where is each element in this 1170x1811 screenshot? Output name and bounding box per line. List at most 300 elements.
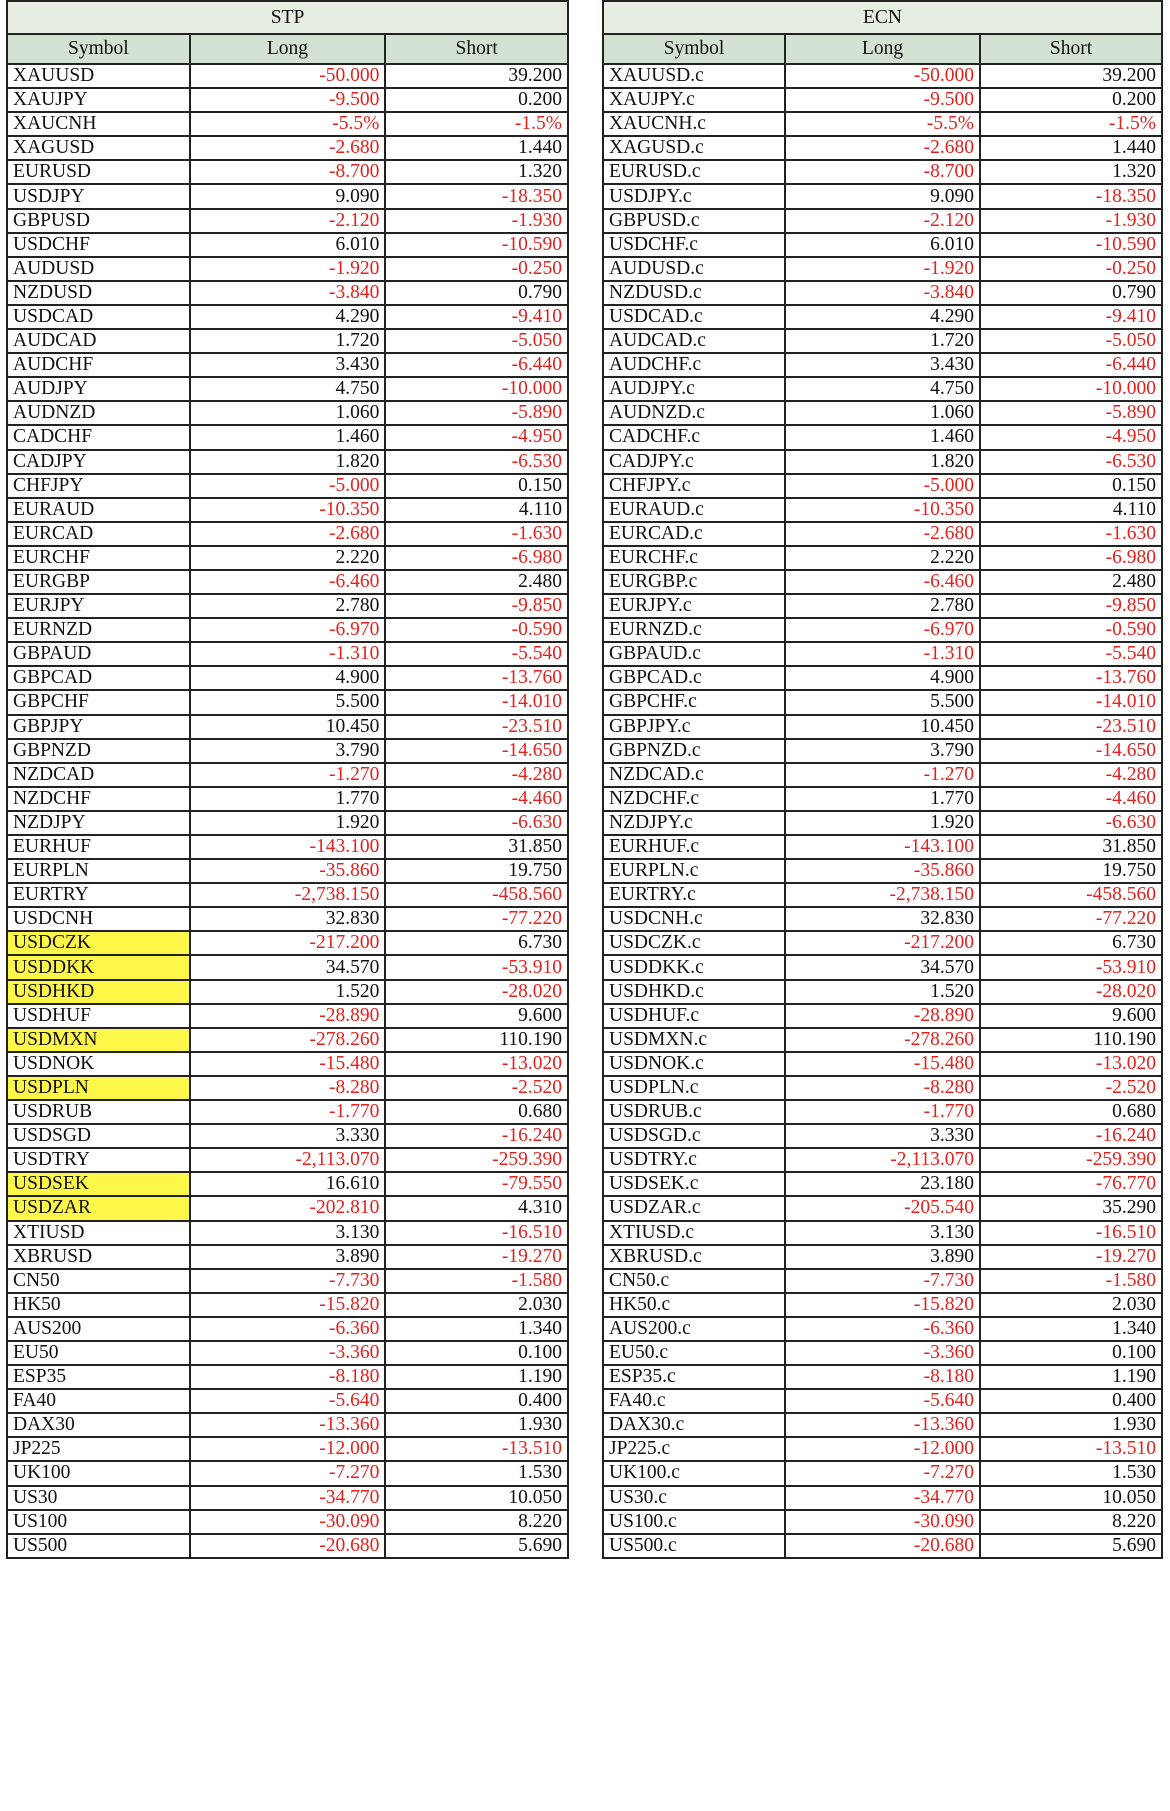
ecn-symbol-cell: HK50.c (603, 1293, 785, 1317)
stp-long-cell: -9.500 (190, 88, 386, 112)
ecn-symbol-cell: CADJPY.c (603, 450, 785, 474)
ecn-short-cell: 5.690 (980, 1534, 1162, 1558)
ecn-table-row (603, 715, 1162, 739)
stp-short-cell: -1.580 (385, 1269, 568, 1293)
ecn-symbol-cell: EURCHF.c (603, 546, 785, 570)
stp-table-row (7, 1269, 568, 1293)
stp-table-row (7, 112, 568, 136)
ecn-symbol-cell: USDHKD.c (603, 980, 785, 1004)
stp-symbol-cell: EURCHF (7, 546, 190, 570)
ecn-symbol-cell: EURUSD.c (603, 160, 785, 184)
ecn-symbol-cell: US30.c (603, 1486, 785, 1510)
stp-table-row (7, 763, 568, 787)
stp-table-row (7, 281, 568, 305)
ecn-symbol-cell: USDSGD.c (603, 1124, 785, 1148)
stp-symbol-cell: CADCHF (7, 425, 190, 449)
ecn-symbol-cell: XBRUSD.c (603, 1245, 785, 1269)
stp-long-cell: 1.520 (190, 980, 386, 1004)
stp-symbol-cell: GBPUSD (7, 209, 190, 233)
ecn-short-cell: 4.110 (980, 498, 1162, 522)
stp-symbol-cell: USDRUB (7, 1100, 190, 1124)
stp-long-cell: -1.310 (190, 642, 386, 666)
ecn-long-cell: -15.480 (785, 1052, 980, 1076)
stp-long-cell: 16.610 (190, 1172, 386, 1196)
ecn-symbol-cell: EURCAD.c (603, 522, 785, 546)
ecn-short-cell: -23.510 (980, 715, 1162, 739)
ecn-symbol-cell: EURPLN.c (603, 859, 785, 883)
ecn-table-row (603, 257, 1162, 281)
stp-long-cell: -5.640 (190, 1389, 386, 1413)
stp-table-row (7, 522, 568, 546)
ecn-table-row (603, 1221, 1162, 1245)
ecn-symbol-cell: FA40.c (603, 1389, 785, 1413)
stp-table-row (7, 980, 568, 1004)
stp-symbol-cell: XAUCNH (7, 112, 190, 136)
stp-symbol-cell: AUS200 (7, 1317, 190, 1341)
stp-long-cell: -5.5% (190, 112, 386, 136)
ecn-symbol-cell: NZDJPY.c (603, 811, 785, 835)
ecn-short-cell: 39.200 (980, 64, 1162, 88)
ecn-short-cell: 0.790 (980, 281, 1162, 305)
ecn-table-row (603, 401, 1162, 425)
stp-col-short: Short (385, 34, 568, 64)
stp-long-cell: -278.260 (190, 1028, 386, 1052)
stp-symbol-cell: GBPNZD (7, 739, 190, 763)
ecn-long-cell: -1.770 (785, 1100, 980, 1124)
ecn-short-cell: -9.410 (980, 305, 1162, 329)
ecn-long-cell: -3.360 (785, 1341, 980, 1365)
ecn-symbol-cell: CN50.c (603, 1269, 785, 1293)
stp-table-row (7, 136, 568, 160)
stp-long-cell: -1.920 (190, 257, 386, 281)
ecn-table-row (603, 1365, 1162, 1389)
stp-title: STP (7, 1, 568, 34)
ecn-short-cell: -5.050 (980, 329, 1162, 353)
ecn-table-row (603, 1486, 1162, 1510)
ecn-symbol-cell: GBPJPY.c (603, 715, 785, 739)
ecn-table-row (603, 522, 1162, 546)
ecn-short-cell: 0.200 (980, 88, 1162, 112)
ecn-long-cell: -8.280 (785, 1076, 980, 1100)
ecn-table-row (603, 690, 1162, 714)
ecn-table-row (603, 1148, 1162, 1172)
stp-table-row (7, 498, 568, 522)
ecn-table-row (603, 329, 1162, 353)
stp-short-cell: -259.390 (385, 1148, 568, 1172)
stp-table-row (7, 739, 568, 763)
ecn-long-cell: 5.500 (785, 690, 980, 714)
stp-long-cell: -2,738.150 (190, 883, 386, 907)
ecn-symbol-cell: AUDNZD.c (603, 401, 785, 425)
stp-table-row (7, 1534, 568, 1558)
stp-symbol-cell: AUDUSD (7, 257, 190, 281)
ecn-long-cell: -217.200 (785, 931, 980, 955)
stp-symbol-cell: AUDCAD (7, 329, 190, 353)
ecn-short-cell: 31.850 (980, 835, 1162, 859)
stp-table-row (7, 1293, 568, 1317)
ecn-symbol-cell: JP225.c (603, 1437, 785, 1461)
ecn-long-cell: 4.290 (785, 305, 980, 329)
stp-symbol-cell: USDCHF (7, 233, 190, 257)
stp-symbol-cell: CN50 (7, 1269, 190, 1293)
ecn-symbol-cell: EURHUF.c (603, 835, 785, 859)
stp-symbol-cell: DAX30 (7, 1413, 190, 1437)
stp-short-cell: -13.760 (385, 666, 568, 690)
ecn-symbol-cell: EU50.c (603, 1341, 785, 1365)
ecn-symbol-cell: US500.c (603, 1534, 785, 1558)
stp-table-row (7, 401, 568, 425)
stp-table-row (7, 955, 568, 979)
stp-short-cell: 1.340 (385, 1317, 568, 1341)
ecn-long-cell: 34.570 (785, 955, 980, 979)
stp-short-cell: -4.460 (385, 787, 568, 811)
ecn-table-row (603, 1293, 1162, 1317)
stp-symbol-cell: ESP35 (7, 1365, 190, 1389)
stp-short-cell: 0.400 (385, 1389, 568, 1413)
stp-table-row (7, 160, 568, 184)
stp-symbol-cell: NZDCHF (7, 787, 190, 811)
ecn-table-row (603, 666, 1162, 690)
ecn-symbol-cell: XAGUSD.c (603, 136, 785, 160)
stp-table-body (7, 64, 568, 1558)
ecn-title: ECN (603, 1, 1162, 34)
ecn-short-cell: -16.240 (980, 1124, 1162, 1148)
ecn-table-row (603, 907, 1162, 931)
stp-long-cell: -20.680 (190, 1534, 386, 1558)
stp-table-row (7, 377, 568, 401)
ecn-panel (602, 0, 1163, 1811)
stp-table-row (7, 329, 568, 353)
ecn-long-cell: -1.270 (785, 763, 980, 787)
stp-symbol-cell: GBPCHF (7, 690, 190, 714)
stp-symbol-cell: XAUUSD (7, 64, 190, 88)
ecn-long-cell: -143.100 (785, 835, 980, 859)
ecn-long-cell: 1.520 (785, 980, 980, 1004)
stp-short-cell: 110.190 (385, 1028, 568, 1052)
ecn-long-cell: -7.270 (785, 1461, 980, 1485)
stp-short-cell: 2.030 (385, 1293, 568, 1317)
ecn-long-cell: -35.860 (785, 859, 980, 883)
stp-table-row (7, 233, 568, 257)
ecn-table-row (603, 1317, 1162, 1341)
ecn-short-cell: -1.5% (980, 112, 1162, 136)
ecn-long-cell: -5.640 (785, 1389, 980, 1413)
stp-symbol-cell: USDSGD (7, 1124, 190, 1148)
stp-table-row (7, 1413, 568, 1437)
stp-symbol-cell: GBPCAD (7, 666, 190, 690)
stp-symbol-cell: EURJPY (7, 594, 190, 618)
ecn-long-cell: 9.090 (785, 184, 980, 208)
stp-short-cell: 19.750 (385, 859, 568, 883)
stp-long-cell: 2.780 (190, 594, 386, 618)
ecn-long-cell: -2,113.070 (785, 1148, 980, 1172)
ecn-long-cell: 3.430 (785, 353, 980, 377)
stp-table-row (7, 1389, 568, 1413)
stp-long-cell: 1.460 (190, 425, 386, 449)
stp-short-cell: -53.910 (385, 955, 568, 979)
stp-short-cell: 10.050 (385, 1486, 568, 1510)
stp-short-cell: 0.680 (385, 1100, 568, 1124)
ecn-long-cell: -6.460 (785, 570, 980, 594)
ecn-symbol-cell: ESP35.c (603, 1365, 785, 1389)
ecn-short-cell: -0.590 (980, 618, 1162, 642)
ecn-long-cell: 4.900 (785, 666, 980, 690)
stp-long-cell: 10.450 (190, 715, 386, 739)
ecn-symbol-cell: CADCHF.c (603, 425, 785, 449)
stp-long-cell: 34.570 (190, 955, 386, 979)
stp-symbol-cell: EURTRY (7, 883, 190, 907)
stp-long-cell: 9.090 (190, 184, 386, 208)
stp-col-symbol: Symbol (7, 34, 190, 64)
stp-long-cell: -34.770 (190, 1486, 386, 1510)
ecn-long-cell: 1.060 (785, 401, 980, 425)
stp-short-cell: -1.930 (385, 209, 568, 233)
ecn-long-cell: 1.460 (785, 425, 980, 449)
ecn-symbol-cell: AUDUSD.c (603, 257, 785, 281)
stp-short-cell: -13.020 (385, 1052, 568, 1076)
stp-long-cell: -35.860 (190, 859, 386, 883)
stp-symbol-cell: EURAUD (7, 498, 190, 522)
ecn-symbol-cell: NZDUSD.c (603, 281, 785, 305)
stp-symbol-cell: USDSEK (7, 1172, 190, 1196)
stp-short-cell: -6.980 (385, 546, 568, 570)
stp-table-row (7, 1461, 568, 1485)
ecn-symbol-cell: CHFJPY.c (603, 474, 785, 498)
ecn-symbol-cell: AUDCAD.c (603, 329, 785, 353)
ecn-symbol-cell: USDSEK.c (603, 1172, 785, 1196)
ecn-symbol-cell: XAUUSD.c (603, 64, 785, 88)
ecn-table-row (603, 811, 1162, 835)
ecn-long-cell: -2.120 (785, 209, 980, 233)
ecn-long-cell: 3.130 (785, 1221, 980, 1245)
ecn-table-row (603, 835, 1162, 859)
stp-long-cell: -28.890 (190, 1004, 386, 1028)
stp-long-cell: -13.360 (190, 1413, 386, 1437)
ecn-long-cell: -3.840 (785, 281, 980, 305)
ecn-short-cell: -9.850 (980, 594, 1162, 618)
stp-short-cell: -0.590 (385, 618, 568, 642)
ecn-long-cell: -2.680 (785, 522, 980, 546)
stp-symbol-cell: US30 (7, 1486, 190, 1510)
ecn-short-cell: -6.980 (980, 546, 1162, 570)
ecn-short-cell: -76.770 (980, 1172, 1162, 1196)
stp-table-row (7, 209, 568, 233)
stp-short-cell: 1.530 (385, 1461, 568, 1485)
ecn-table-row (603, 1172, 1162, 1196)
stp-table-row (7, 1076, 568, 1100)
stp-symbol-cell: AUDNZD (7, 401, 190, 425)
stp-long-cell: 6.010 (190, 233, 386, 257)
ecn-long-cell: 23.180 (785, 1172, 980, 1196)
stp-table-row (7, 425, 568, 449)
ecn-long-cell: -278.260 (785, 1028, 980, 1052)
stp-table-row (7, 305, 568, 329)
stp-long-cell: -15.480 (190, 1052, 386, 1076)
ecn-long-cell: 2.220 (785, 546, 980, 570)
ecn-table-row (603, 160, 1162, 184)
ecn-table-row (603, 498, 1162, 522)
ecn-short-cell: -13.760 (980, 666, 1162, 690)
stp-short-cell: -9.850 (385, 594, 568, 618)
ecn-short-cell: 8.220 (980, 1510, 1162, 1534)
ecn-symbol-cell: USDCHF.c (603, 233, 785, 257)
stp-short-cell: -77.220 (385, 907, 568, 931)
ecn-table-row (603, 112, 1162, 136)
ecn-table-row (603, 955, 1162, 979)
stp-table-row (7, 1341, 568, 1365)
stp-table-row (7, 859, 568, 883)
stp-table-row (7, 1317, 568, 1341)
stp-long-cell: 3.890 (190, 1245, 386, 1269)
ecn-short-cell: 0.100 (980, 1341, 1162, 1365)
ecn-symbol-cell: DAX30.c (603, 1413, 785, 1437)
ecn-long-cell: -6.360 (785, 1317, 980, 1341)
ecn-long-cell: 4.750 (785, 377, 980, 401)
stp-symbol-cell: US500 (7, 1534, 190, 1558)
stp-table-row (7, 1100, 568, 1124)
ecn-short-cell: -5.540 (980, 642, 1162, 666)
ecn-short-cell: -13.510 (980, 1437, 1162, 1461)
stp-table-row (7, 907, 568, 931)
ecn-long-cell: -1.920 (785, 257, 980, 281)
stp-symbol-cell: USDMXN (7, 1028, 190, 1052)
stp-table-row (7, 450, 568, 474)
ecn-long-cell: -6.970 (785, 618, 980, 642)
ecn-symbol-cell: USDTRY.c (603, 1148, 785, 1172)
stp-long-cell: 3.130 (190, 1221, 386, 1245)
ecn-symbol-cell: USDCAD.c (603, 305, 785, 329)
ecn-table-row (603, 281, 1162, 305)
ecn-symbol-cell: AUDCHF.c (603, 353, 785, 377)
stp-symbol-cell: USDCAD (7, 305, 190, 329)
ecn-symbol-cell: USDMXN.c (603, 1028, 785, 1052)
stp-short-cell: 4.110 (385, 498, 568, 522)
ecn-table-body (603, 64, 1162, 1558)
stp-long-cell: 3.790 (190, 739, 386, 763)
ecn-table-row (603, 642, 1162, 666)
stp-long-cell: -1.270 (190, 763, 386, 787)
ecn-short-cell: 0.150 (980, 474, 1162, 498)
ecn-long-cell: -1.310 (785, 642, 980, 666)
ecn-symbol-cell: EURAUD.c (603, 498, 785, 522)
stp-long-cell: -50.000 (190, 64, 386, 88)
stp-symbol-cell: EU50 (7, 1341, 190, 1365)
stp-symbol-cell: USDHUF (7, 1004, 190, 1028)
ecn-long-cell: 3.790 (785, 739, 980, 763)
stp-long-cell: -202.810 (190, 1196, 386, 1220)
stp-short-cell: -9.410 (385, 305, 568, 329)
ecn-table-row (603, 1341, 1162, 1365)
ecn-table-row (603, 859, 1162, 883)
stp-short-cell: 31.850 (385, 835, 568, 859)
ecn-short-cell: -18.350 (980, 184, 1162, 208)
stp-long-cell: 4.290 (190, 305, 386, 329)
ecn-table-row (603, 1245, 1162, 1269)
stp-long-cell: 1.060 (190, 401, 386, 425)
stp-symbol-cell: CADJPY (7, 450, 190, 474)
stp-table-row (7, 715, 568, 739)
stp-table-row (7, 474, 568, 498)
stp-long-cell: -8.280 (190, 1076, 386, 1100)
stp-long-cell: 32.830 (190, 907, 386, 931)
ecn-table-row (603, 1437, 1162, 1461)
ecn-table-row (603, 425, 1162, 449)
stp-short-cell: 5.690 (385, 1534, 568, 1558)
ecn-short-cell: -1.630 (980, 522, 1162, 546)
stp-table-row (7, 546, 568, 570)
ecn-symbol-cell: XAUJPY.c (603, 88, 785, 112)
stp-short-cell: -18.350 (385, 184, 568, 208)
stp-symbol-cell: HK50 (7, 1293, 190, 1317)
ecn-symbol-cell: EURTRY.c (603, 883, 785, 907)
stp-header-row (7, 34, 568, 64)
ecn-short-cell: 1.340 (980, 1317, 1162, 1341)
ecn-short-cell: -259.390 (980, 1148, 1162, 1172)
ecn-table-row (603, 1124, 1162, 1148)
ecn-long-cell: -34.770 (785, 1486, 980, 1510)
ecn-long-cell: -7.730 (785, 1269, 980, 1293)
stp-long-cell: -12.000 (190, 1437, 386, 1461)
ecn-short-cell: 0.400 (980, 1389, 1162, 1413)
stp-long-cell: 1.720 (190, 329, 386, 353)
stp-symbol-cell: FA40 (7, 1389, 190, 1413)
stp-long-cell: -143.100 (190, 835, 386, 859)
stp-long-cell: -6.360 (190, 1317, 386, 1341)
ecn-short-cell: -4.950 (980, 425, 1162, 449)
stp-long-cell: 1.920 (190, 811, 386, 835)
ecn-short-cell: 2.480 (980, 570, 1162, 594)
stp-long-cell: -7.730 (190, 1269, 386, 1293)
stp-table-row (7, 1437, 568, 1461)
stp-short-cell: -10.000 (385, 377, 568, 401)
ecn-short-cell: 6.730 (980, 931, 1162, 955)
ecn-long-cell: 2.780 (785, 594, 980, 618)
stp-symbol-cell: XAGUSD (7, 136, 190, 160)
stp-table-row (7, 1510, 568, 1534)
ecn-symbol-cell: XAUCNH.c (603, 112, 785, 136)
ecn-short-cell: 110.190 (980, 1028, 1162, 1052)
ecn-symbol-cell: USDPLN.c (603, 1076, 785, 1100)
stp-short-cell: 0.150 (385, 474, 568, 498)
stp-symbol-cell: JP225 (7, 1437, 190, 1461)
ecn-table-row (603, 64, 1162, 88)
stp-long-cell: 1.770 (190, 787, 386, 811)
stp-symbol-cell: US100 (7, 1510, 190, 1534)
stp-table-row (7, 1486, 568, 1510)
stp-short-cell: 1.320 (385, 160, 568, 184)
stp-table-row (7, 1148, 568, 1172)
ecn-long-cell: -5.5% (785, 112, 980, 136)
ecn-table-row (603, 1534, 1162, 1558)
ecn-short-cell: 35.290 (980, 1196, 1162, 1220)
stp-table-row (7, 1052, 568, 1076)
ecn-table-row (603, 1076, 1162, 1100)
stp-long-cell: -8.180 (190, 1365, 386, 1389)
stp-long-cell: 5.500 (190, 690, 386, 714)
ecn-col-long: Long (785, 34, 980, 64)
stp-long-cell: -2.680 (190, 522, 386, 546)
ecn-header-row (603, 34, 1162, 64)
ecn-long-cell: 32.830 (785, 907, 980, 931)
stp-symbol-cell: XAUJPY (7, 88, 190, 112)
stp-symbol-cell: USDJPY (7, 184, 190, 208)
stp-symbol-cell: AUDCHF (7, 353, 190, 377)
stp-symbol-cell: XTIUSD (7, 1221, 190, 1245)
stp-table-row (7, 64, 568, 88)
ecn-symbol-cell: EURGBP.c (603, 570, 785, 594)
stp-table-row (7, 353, 568, 377)
stp-short-cell: 8.220 (385, 1510, 568, 1534)
